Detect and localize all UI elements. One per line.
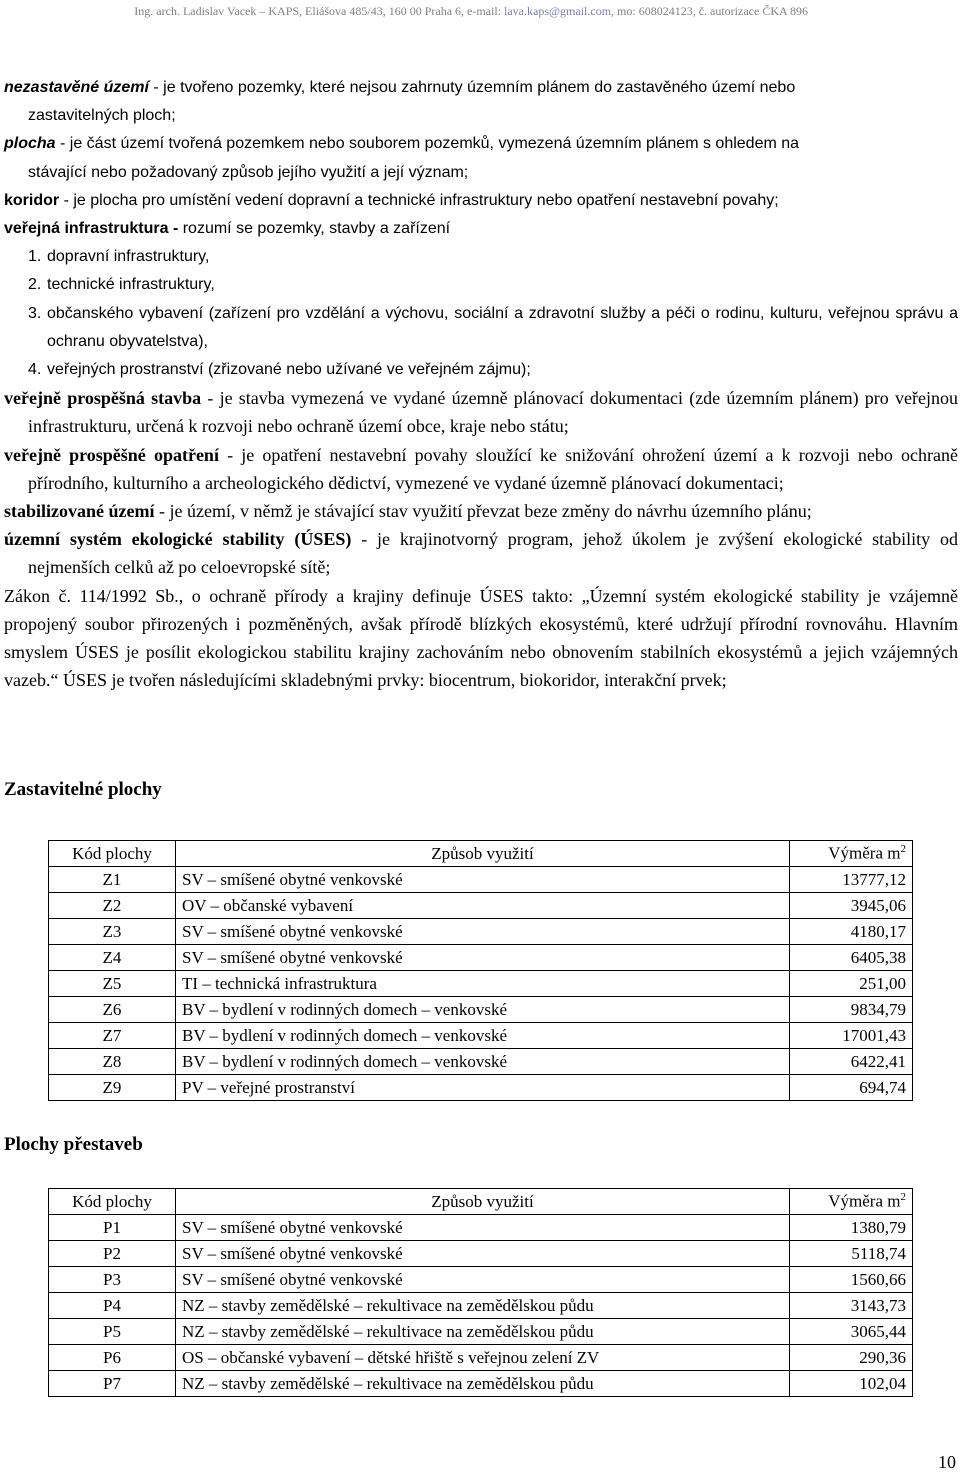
definition-verejne-prospesna-stavba: veřejně prospěšná stavba - je stavba vymezená ve vydané územně plánovací dokumentaci (zde územním plánem) pro veřejnou infrastrukturu, určená k rozvoji nebo ochraně území obce, kraje nebo státu;	[4, 388, 958, 437]
list-item: 1. dopravní infrastruktury,	[28, 248, 210, 266]
cell-use: SV – smíšené obytné venkovské	[176, 1215, 790, 1241]
column-header-code: Kód plochy	[49, 841, 176, 867]
definition-plocha: plocha - je část území tvořená pozemkem nebo souborem pozemků, vymezená územním plánem s ohledem na	[4, 135, 800, 153]
table-row	[49, 1319, 913, 1345]
cell-use: OS – občanské vybavení – dětské hřiště s veřejnou zelení ZV	[176, 1345, 790, 1371]
cell-area: 1380,79	[790, 1215, 913, 1241]
cell-code: Z2	[49, 893, 176, 919]
table-row	[49, 997, 913, 1023]
table-zastavitelne-plochy	[48, 840, 913, 1101]
cell-use: SV – smíšené obytné venkovské	[176, 1267, 790, 1293]
cell-use: SV – smíšené obytné venkovské	[176, 867, 790, 893]
cell-use: NZ – stavby zemědělské – rekultivace na zemědělskou půdu	[176, 1293, 790, 1319]
cell-use: SV – smíšené obytné venkovské	[176, 1241, 790, 1267]
cell-code: P6	[49, 1345, 176, 1371]
cell-code: P3	[49, 1267, 176, 1293]
cell-area: 4180,17	[790, 919, 913, 945]
column-header-area: Výměra $m^2$	[790, 841, 913, 867]
cell-use: SV – smíšené obytné venkovské	[176, 945, 790, 971]
header-prefix: Ing. arch. Ladislav Vacek – KAPS, Eliášova 485/43, 160 00 Praha 6, e-mail:	[134, 4, 504, 18]
cell-use: NZ – stavby zemědělské – rekultivace na zemědělskou půdu	[176, 1371, 790, 1397]
table-plochy-prestaveb	[48, 1188, 913, 1397]
cell-area: 9834,79	[790, 997, 913, 1023]
cell-code: P1	[49, 1215, 176, 1241]
cell-code: Z1	[49, 867, 176, 893]
cell-code: P2	[49, 1241, 176, 1267]
definition-nezastavene-uzemi: nezastavěné území - je tvořeno pozemky, které nejsou zahrnuty územním plánem do zastavěného území nebo	[4, 79, 796, 96]
cell-code: P4	[49, 1293, 176, 1319]
page-header	[134, 4, 808, 19]
cell-use: PV – veřejné prostranství	[176, 1075, 790, 1101]
table-row	[49, 919, 913, 945]
table-row	[49, 893, 913, 919]
cell-code: P7	[49, 1371, 176, 1397]
cell-use: OV – občanské vybavení	[176, 893, 790, 919]
column-header-code: Kód plochy	[49, 1189, 176, 1215]
cell-area: 290,36	[790, 1345, 913, 1371]
cell-area: 13777,12	[790, 867, 913, 893]
table-row	[49, 1371, 913, 1397]
law-citation-paragraph: Zákon č. 114/1992 Sb., o ochraně přírody a krajiny definuje ÚSES takto: „Územní systém ekologické stability je vzájemně propojený soubor přirozených i pozměněných, avšak přírodě blízkých ekosystémů, které udržují přírodní rovnováhu. Hlavním smyslem ÚSES je posílit ekologickou stabilitu krajiny zachováním nebo obnovením stabilních ekosystémů a jejich vzájemných vazeb.“ ÚSES je tvořen následujícími skladebnými prvky: biocentrum, biokoridor, interakční prvek;	[4, 585, 958, 691]
cell-area: 3065,44	[790, 1319, 913, 1345]
list-item: 2. technické infrastruktury,	[28, 276, 215, 294]
cell-code: Z6	[49, 997, 176, 1023]
table-row	[49, 971, 913, 997]
cell-area: 17001,43	[790, 1023, 913, 1049]
cell-area: 6422,41	[790, 1049, 913, 1075]
cell-code: P5	[49, 1319, 176, 1345]
table-header-row	[49, 1189, 913, 1215]
cell-area: 3143,73	[790, 1293, 913, 1319]
column-header-use: Způsob využití	[176, 841, 790, 867]
cell-use: BV – bydlení v rodinných domech – venkovské	[176, 1049, 790, 1075]
table-row	[49, 1023, 913, 1049]
page-number: 10	[938, 1452, 956, 1472]
cell-code: Z5	[49, 971, 176, 997]
cell-area: 694,74	[790, 1075, 913, 1101]
cell-code: Z4	[49, 945, 176, 971]
cell-area: 5118,74	[790, 1241, 913, 1267]
cell-area: 251,00	[790, 971, 913, 997]
definition-continuation: stávající nebo požadovaný způsob jejího využití a její význam;	[28, 163, 469, 181]
table-row	[49, 1267, 913, 1293]
table-row	[49, 1345, 913, 1371]
definition-continuation: zastavitelných ploch;	[28, 107, 176, 125]
list-item: 3. občanského vybavení (zařízení pro vzdělání a výchovu, sociální a zdravotní služby a péči o rodinu, kulturu, veřejnou správu a ochranu obyvatelstva),	[28, 304, 958, 350]
table-row	[49, 1075, 913, 1101]
cell-area: 1560,66	[790, 1267, 913, 1293]
cell-code: Z3	[49, 919, 176, 945]
definition-verejne-prospesne-opatreni: veřejně prospěšné opatření - je opatření nestavební povahy sloužící ke snižování ohrožení území a k rozvoji nebo ochraně přírodního, kulturního a archeologického dědictví, vymezené ve vydané územně plánovací dokumentaci;	[4, 444, 958, 493]
header-suffix: , mo: 608024123, č. autorizace ČKA 896	[611, 4, 808, 18]
table-row	[49, 945, 913, 971]
heading-zastavitelne-plochy: Zastavitelné plochy	[4, 779, 162, 800]
column-header-use: Způsob využití	[176, 1189, 790, 1215]
table-row	[49, 1215, 913, 1241]
cell-use: BV – bydlení v rodinných domech – venkovské	[176, 1023, 790, 1049]
cell-use: TI – technická infrastruktura	[176, 971, 790, 997]
table-header-row	[49, 841, 913, 867]
table-row	[49, 1241, 913, 1267]
definition-uses: územní systém ekologické stability (ÚSES) - je krajinotvorný program, jehož úkolem je zvýšení ekologické stability od nejmenších celků až po celoevropské sítě;	[4, 529, 959, 578]
cell-use: BV – bydlení v rodinných domech – venkovské	[176, 997, 790, 1023]
list-item: 4. veřejných prostranství (zřizované nebo užívané ve veřejném zájmu);	[28, 361, 531, 379]
cell-code: Z8	[49, 1049, 176, 1075]
column-header-area: Výměra $m^2$	[790, 1189, 913, 1215]
cell-code: Z9	[49, 1075, 176, 1101]
table-row	[49, 1049, 913, 1075]
cell-area: 3945,06	[790, 893, 913, 919]
table-row	[49, 867, 913, 893]
definition-stabilizovane-uzemi: stabilizované území - je území, v němž je stávající stav využití převzat beze změny do návrhu územního plánu;	[4, 501, 812, 522]
heading-plochy-prestaveb: Plochy přestaveb	[4, 1134, 143, 1155]
cell-code: Z7	[49, 1023, 176, 1049]
table-row	[49, 1293, 913, 1319]
cell-use: SV – smíšené obytné venkovské	[176, 919, 790, 945]
definition-verejna-infrastruktura: veřejná infrastruktura - rozumí se pozemky, stavby a zařízení	[4, 220, 451, 238]
cell-area: 102,04	[790, 1371, 913, 1397]
definition-koridor: koridor - je plocha pro umístění vedení dopravní a technické infrastruktury nebo opatření nestavební povahy;	[4, 191, 779, 209]
cell-use: NZ – stavby zemědělské – rekultivace na zemědělskou půdu	[176, 1319, 790, 1345]
definitions-section	[4, 74, 958, 694]
header-email-link[interactable]: lava.kaps@gmail.com	[504, 4, 612, 18]
cell-area: 6405,38	[790, 945, 913, 971]
infrastructure-list	[4, 243, 958, 384]
